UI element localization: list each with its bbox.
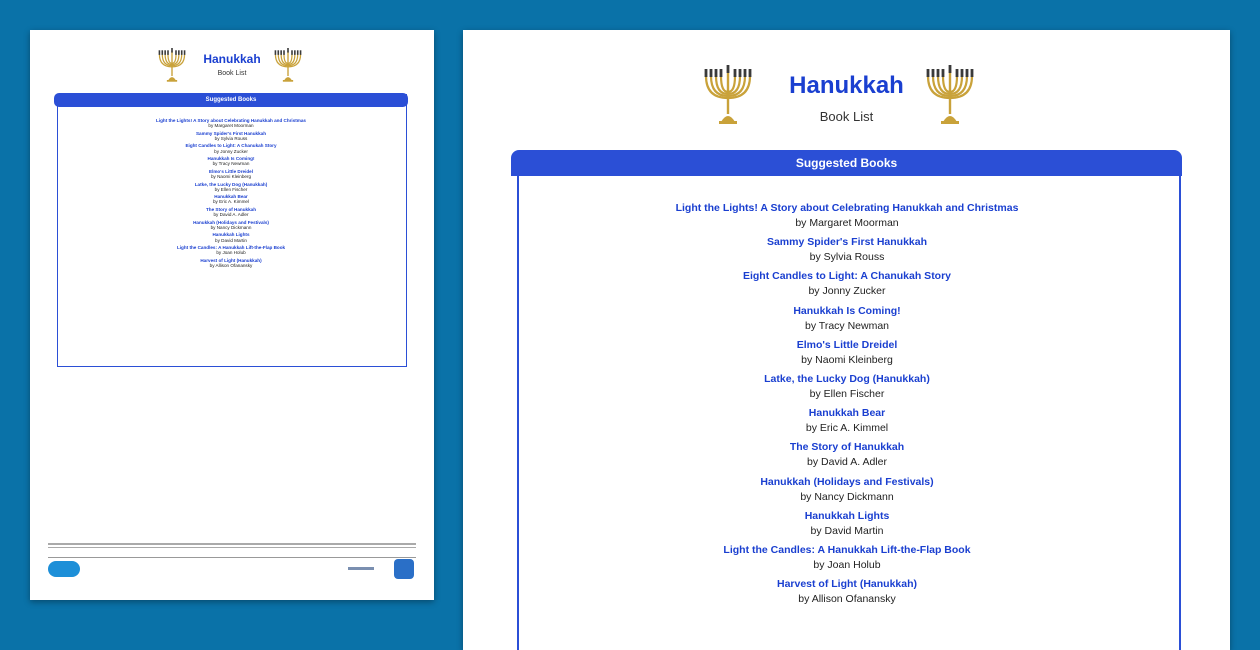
book-list-item (517, 544, 1177, 572)
book-title: Hanukkah Is Coming! (207, 156, 255, 162)
book-title: Harvest of Light (Hanukkah) (776, 578, 918, 591)
book-author: by David Martin (810, 524, 884, 537)
book-list (57, 118, 405, 270)
book-title: Light the Lights! A Story about Celebrating Hanukkah and Christmas (156, 118, 306, 123)
book-list-item (57, 220, 405, 230)
section-heading: Suggested Books (54, 93, 408, 107)
book-author: by Margaret Moorman (795, 217, 899, 229)
book-title: Light the Lights! A Story about Celebrating Hanukkah and Christmas (675, 202, 1019, 214)
book-author: by Sylvia Rouss (809, 251, 885, 264)
book-author: by Tracy Newman (212, 161, 250, 167)
page-subtitle: Book List (217, 70, 247, 77)
book-list-item (517, 407, 1177, 435)
page-title: Hanukkah (789, 72, 904, 99)
book-list-item (57, 143, 405, 153)
book-title: Eight Candles to Light: A Chanukah Story (742, 270, 952, 283)
book-author: by Eric A. Kimmel (805, 422, 889, 435)
book-list-item (517, 270, 1177, 298)
book-list-item (517, 305, 1177, 333)
book-author: by Eric A. Kimmel (213, 199, 249, 205)
book-title: Sammy Spider's First Hanukkah (195, 130, 267, 136)
book-list (517, 202, 1177, 612)
menorah-icon (271, 44, 305, 84)
book-list-item (57, 194, 405, 204)
book-author: by Joan Holub (216, 250, 246, 256)
book-author: by Nancy Dickmann (210, 224, 252, 230)
book-author: by Jonny Zucker (214, 148, 248, 154)
book-list-item (517, 441, 1177, 469)
book-list-item (57, 131, 405, 141)
page-subtitle: Book List (819, 109, 874, 124)
section-heading: Suggested Books (511, 150, 1182, 176)
book-list-item (517, 510, 1177, 538)
book-author: by Nancy Dickmann (800, 490, 894, 503)
book-title: Latke, the Lucky Dog (Hanukkah) (194, 181, 268, 187)
book-title: Elmo's Little Dreidel (796, 338, 898, 351)
book-title: Light the Candles: A Hanukkah Lift-the-Flap Book (176, 245, 286, 251)
book-author: by David A. Adler (807, 456, 887, 469)
book-list-item (57, 207, 405, 217)
thumbnail-page[interactable] (30, 30, 434, 600)
book-title: Hanukkah (Holidays and Festivals) (193, 219, 269, 225)
book-author: by Joan Holub (813, 558, 881, 571)
book-list-item (57, 156, 405, 166)
main-page (463, 30, 1230, 650)
twinkl-logo (48, 561, 80, 577)
book-title: Elmo's Little Dreidel (209, 168, 253, 174)
book-list-item (517, 476, 1177, 504)
book-author: by David A. Adler (213, 212, 249, 218)
book-list-item (517, 339, 1177, 367)
book-title: Latke, the Lucky Dog (Hanukkah) (764, 372, 930, 385)
book-author: by Sylvia Rouss (214, 135, 248, 141)
book-title: The Story of Hanukkah (789, 441, 905, 454)
book-author: by Allison Ofanansky (798, 593, 896, 606)
book-author: by Tracy Newman (804, 319, 890, 332)
book-title: Hanukkah (Holidays and Festivals) (760, 475, 934, 488)
book-author: by Ellen Fischer (214, 186, 248, 192)
footer-url (348, 567, 374, 570)
book-title: Sammy Spider's First Hanukkah (766, 236, 928, 249)
book-author: by Margaret Moorman (208, 123, 254, 129)
book-list-item (57, 169, 405, 179)
book-title: Hanukkah Lights (804, 509, 890, 522)
book-title: Light the Candles: A Hanukkah Lift-the-Flap Book (723, 543, 971, 556)
book-list-item (57, 245, 405, 255)
book-title: Hanukkah Lights (212, 232, 250, 238)
book-author: by Naomi Kleinberg (210, 174, 252, 180)
book-list-item (517, 578, 1177, 606)
book-author: by Allison Ofanansky (209, 262, 253, 268)
badge-logo (394, 559, 414, 579)
book-title: Eight Candles to Light: A Chanukah Story (185, 143, 277, 149)
book-list-item (57, 258, 405, 268)
book-author: by Ellen Fischer (809, 387, 885, 400)
book-author: by David Martin (215, 237, 247, 243)
footer-text (48, 543, 416, 553)
book-author: by Jonny Zucker (808, 285, 886, 298)
footer-divider (48, 557, 416, 558)
book-list-item (57, 182, 405, 192)
book-title: Hanukkah Bear (808, 407, 886, 420)
book-list-item (517, 236, 1177, 264)
book-list-item (57, 118, 405, 128)
book-title: The Story of Hanukkah (205, 206, 257, 212)
book-title: Hanukkah Bear (214, 194, 248, 200)
book-list-item (57, 232, 405, 242)
book-title: Hanukkah Is Coming! (793, 304, 901, 317)
book-list-item (517, 202, 1177, 230)
book-list-item (517, 373, 1177, 401)
book-author: by Naomi Kleinberg (801, 353, 893, 366)
page-title: Hanukkah (203, 52, 261, 66)
book-title: Harvest of Light (Hanukkah) (200, 257, 262, 263)
menorah-icon (923, 58, 977, 128)
